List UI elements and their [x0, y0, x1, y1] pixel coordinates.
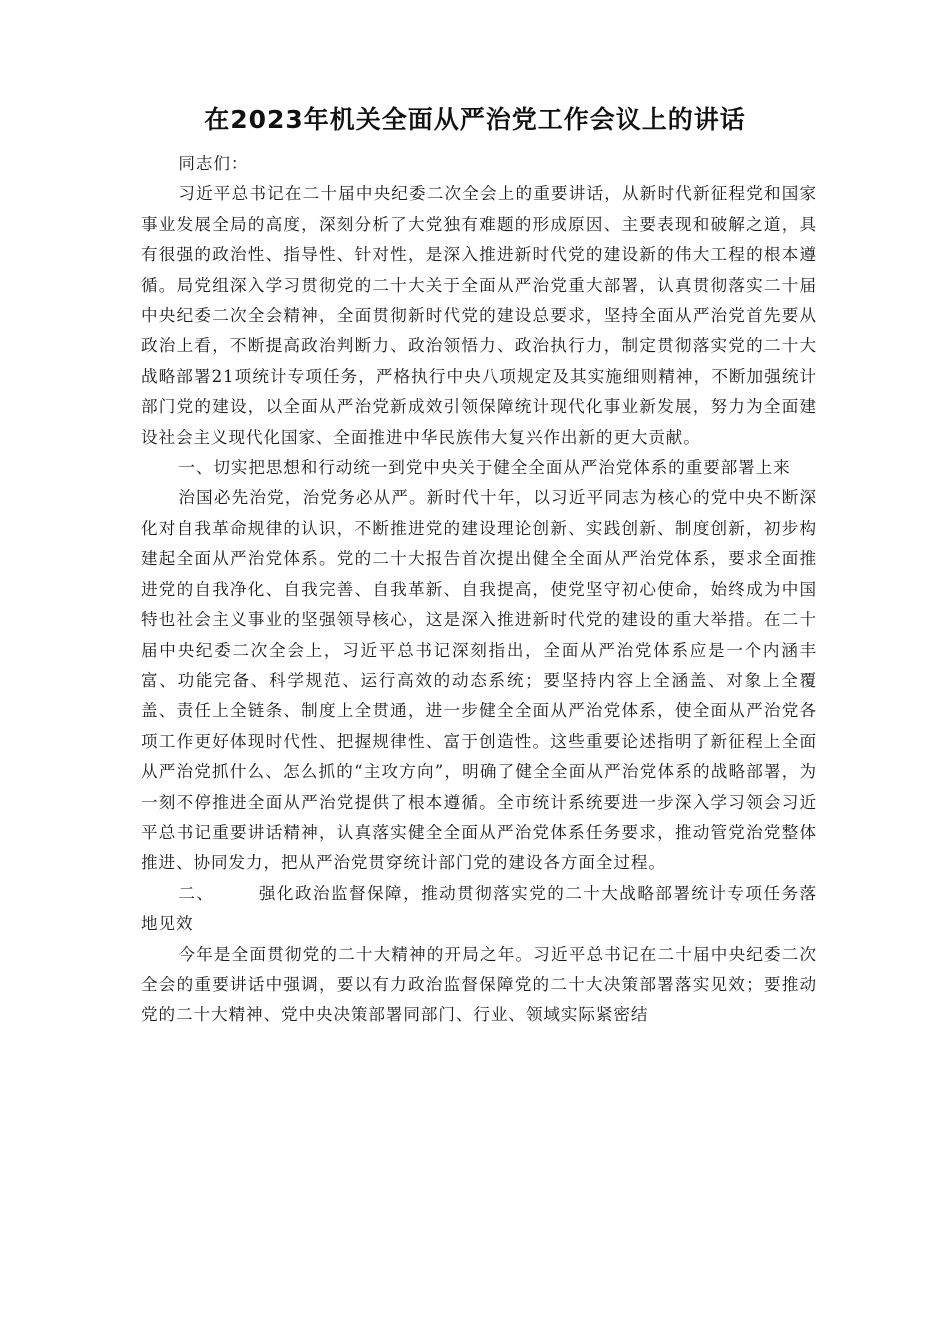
section-2-heading: 强化政治监督保障，推动贯彻落实党的二十大战略部署统计专项任务落地见效 — [141, 883, 817, 934]
intro-paragraph: 习近平总书记在二十届中央纪委二次全会上的重要讲话，从新时代新征程党和国家事业发展全局的高度，深刻分析了大党独有难题的形成原因、主要表现和破解之道，具有很强的政治性、指导性、针对性，是深入推进新时代党的建设新的伟大工程的根本遵循。局党组深入学习贯彻党的二十大关于全面从严治党重大部署，认真贯彻落实二十届中央纪委二次全会精神，全面贯彻新时代党的建设总要求，坚持全面从严治党首先要从政治上看，不断提高政治判断力、政治领悟力、政治执行力，制定贯彻落实党的二十大战略部署21项统计专项任务，严格执行中央八项规定及其实施细则精神，不断加强统计部门党的建设，以全面从严治党新成效引领保障统计现代化事业新发展，努力为全面建设社会主义现代化国家、全面推进中华民族伟大复兴作出新的更大贡献。 — [141, 184, 817, 447]
section-2-number: 二、 — [178, 883, 215, 903]
section-1-heading: 一、切实把思想和行动统一到党中央关于健全全面从严治党体系的重要部署上来 — [178, 458, 791, 478]
section-1-paragraph: 治国必先治党，治党务必从严。新时代十年，以习近平同志为核心的党中央不断深化对自我革命规律的认识，不断推进党的建设理论创新、实践创新、制度创新，初步构建起全面从严治党体系。党的二十大报告首次提出健全全面从严治党体系，要求全面推进党的自我净化、自我完善、自我革新、自我提高，使党坚守初心使命，始终成为中国特也社会主义事业的坚强领导核心，这是深入推进新时代党的建设的重大举措。在二十届中央纪委二次全会上，习近平总书记深刻指出，全面从严治党体系应是一个内涵丰富、功能完备、科学规范、运行高效的动态系统；要坚持内容上全涵盖、对象上全覆盖、责任上全链条、制度上全贯通，进一步健全全面从严治党体系，使全面从严治党各项工作更好体现时代性、把握规律性、富于创造性。这些重要论述指明了新征程上全面从严治党抓什么、怎么抓的“主攻方向”，明确了健全全面从严治党体系的战略部署，为一刻不停推进全面从严治党提供了根本遵循。全市统计系统要进一步深入学习领会习近平总书记重要讲话精神，认真落实健全全面从严治党体系任务要求，推动管党治党整体推进、协同发力，把从严治党贯穿统计部门党的建设各方面全过程。 — [141, 488, 817, 873]
document-title: 在2023年机关全面从严治党工作会议上的讲话 — [204, 105, 746, 134]
section-2-heading-line — [141, 879, 817, 940]
salutation: 同志们： — [178, 154, 249, 173]
document-body — [141, 149, 817, 1031]
section-2-paragraph: 今年是全面贯彻党的二十大精神的开局之年。习近平总书记在二十届中央纪委二次全会的重要讲话中强调，要以有力政治监督保障党的二十大决策部署落实见效；要推动党的二十大精神、党中央决策部署同部门、行业、领域实际紧密结 — [141, 944, 817, 1025]
